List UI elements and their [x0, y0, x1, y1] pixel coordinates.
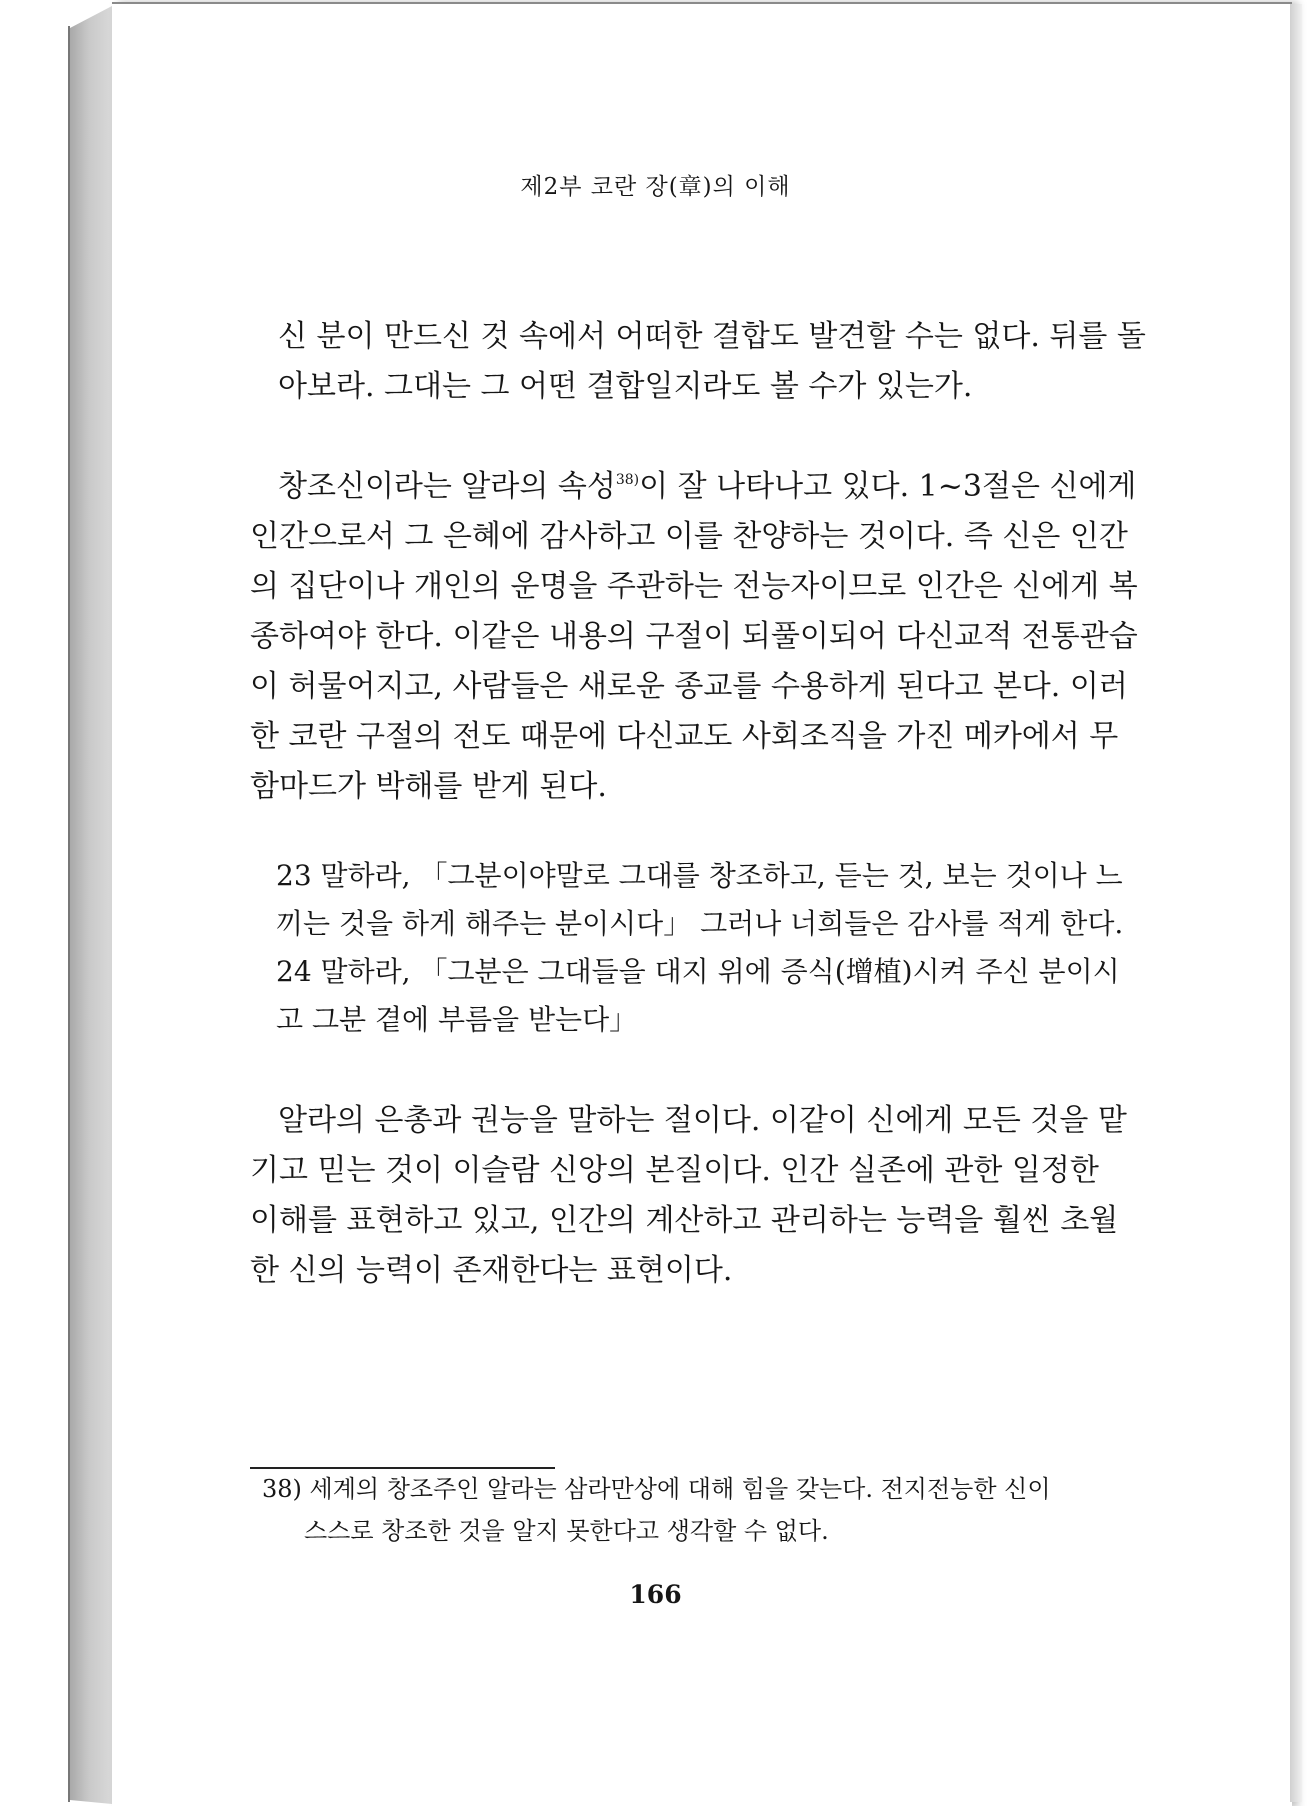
paragraph-1 — [278, 312, 1146, 412]
verse-line: 끼는 것을 하게 해주는 분이시다」 그러나 너희들은 감사를 적게 한다. — [276, 907, 1124, 940]
quran-verses — [276, 852, 1123, 1044]
footnote-line: 스스로 창조한 것을 알지 못한다고 생각할 수 없다. — [304, 1517, 829, 1545]
paragraph-line: 종하여야 한다. 이같은 내용의 구절이 되풀이되어 다신교적 전통관습 — [250, 619, 1138, 654]
paragraph-line: 기고 믿는 것이 이슬람 신앙의 본질이다. 인간 실존에 관한 일정한 — [250, 1153, 1099, 1188]
paragraph-text: 창조신이라는 알라의 속성 — [278, 469, 616, 504]
paragraph-line: 이해를 표현하고 있고, 인간의 계산하고 관리하는 능력을 훨씬 초월 — [250, 1203, 1119, 1238]
paragraph-line: 신 분이 만드신 것 속에서 어떠한 결합도 발견할 수는 없다. 뒤를 돌 — [278, 319, 1146, 354]
paragraph-line: 한 신의 능력이 존재한다는 표현이다. — [250, 1253, 733, 1288]
paragraph-line: 이 허물어지고, 사람들은 새로운 종교를 수용하게 된다고 본다. 이러 — [250, 669, 1128, 704]
running-head: 제2부 코란 장(章)의 이해 — [520, 174, 791, 200]
paragraph-2 — [250, 455, 1138, 812]
paragraph-line — [250, 455, 1138, 512]
verse-line: 23 말하라, 「그분이야말로 그대를 창조하고, 듣는 것, 보는 것이나 느 — [276, 859, 1123, 892]
book-spine — [70, 6, 112, 1804]
paragraph-line: 아보라. 그대는 그 어떤 결합일지라도 볼 수가 있는가. — [278, 369, 973, 404]
paragraph-line: 한 코란 구절의 전도 때문에 다신교도 사회조직을 가진 메카에서 무 — [250, 719, 1119, 754]
paragraph-text: 이 잘 나타나고 있다. 1~3절은 신에게 — [639, 469, 1137, 504]
paragraph-3 — [250, 1096, 1127, 1296]
verse-line: 24 말하라, 「그분은 그대들을 대지 위에 증식(增植)시켜 주신 분이시 — [276, 955, 1120, 988]
paragraph-line: 함마드가 박해를 받게 된다. — [250, 769, 607, 804]
footnote — [262, 1468, 1051, 1552]
verse-line: 고 그분 곁에 부름을 받는다」 — [276, 1003, 638, 1036]
paragraph-line: 인간으로서 그 은혜에 감사하고 이를 찬양하는 것이다. 즉 신은 인간 — [250, 519, 1128, 554]
spine-edge — [68, 26, 70, 1802]
paragraph-line: 의 집단이나 개인의 운명을 주관하는 전능자이므로 인간은 신에게 복 — [250, 569, 1138, 604]
footnote-reference: 38) — [615, 472, 640, 488]
paragraph-line: 알라의 은총과 권능을 말하는 절이다. 이같이 신에게 모든 것을 맡 — [278, 1103, 1127, 1138]
footnote-line: 38) 세계의 창조주인 알라는 삼라만상에 대해 힘을 갖는다. 전지전능한 신이 — [262, 1475, 1051, 1503]
page-number: 166 — [629, 1580, 682, 1609]
page-right-edge — [1290, 4, 1302, 1802]
